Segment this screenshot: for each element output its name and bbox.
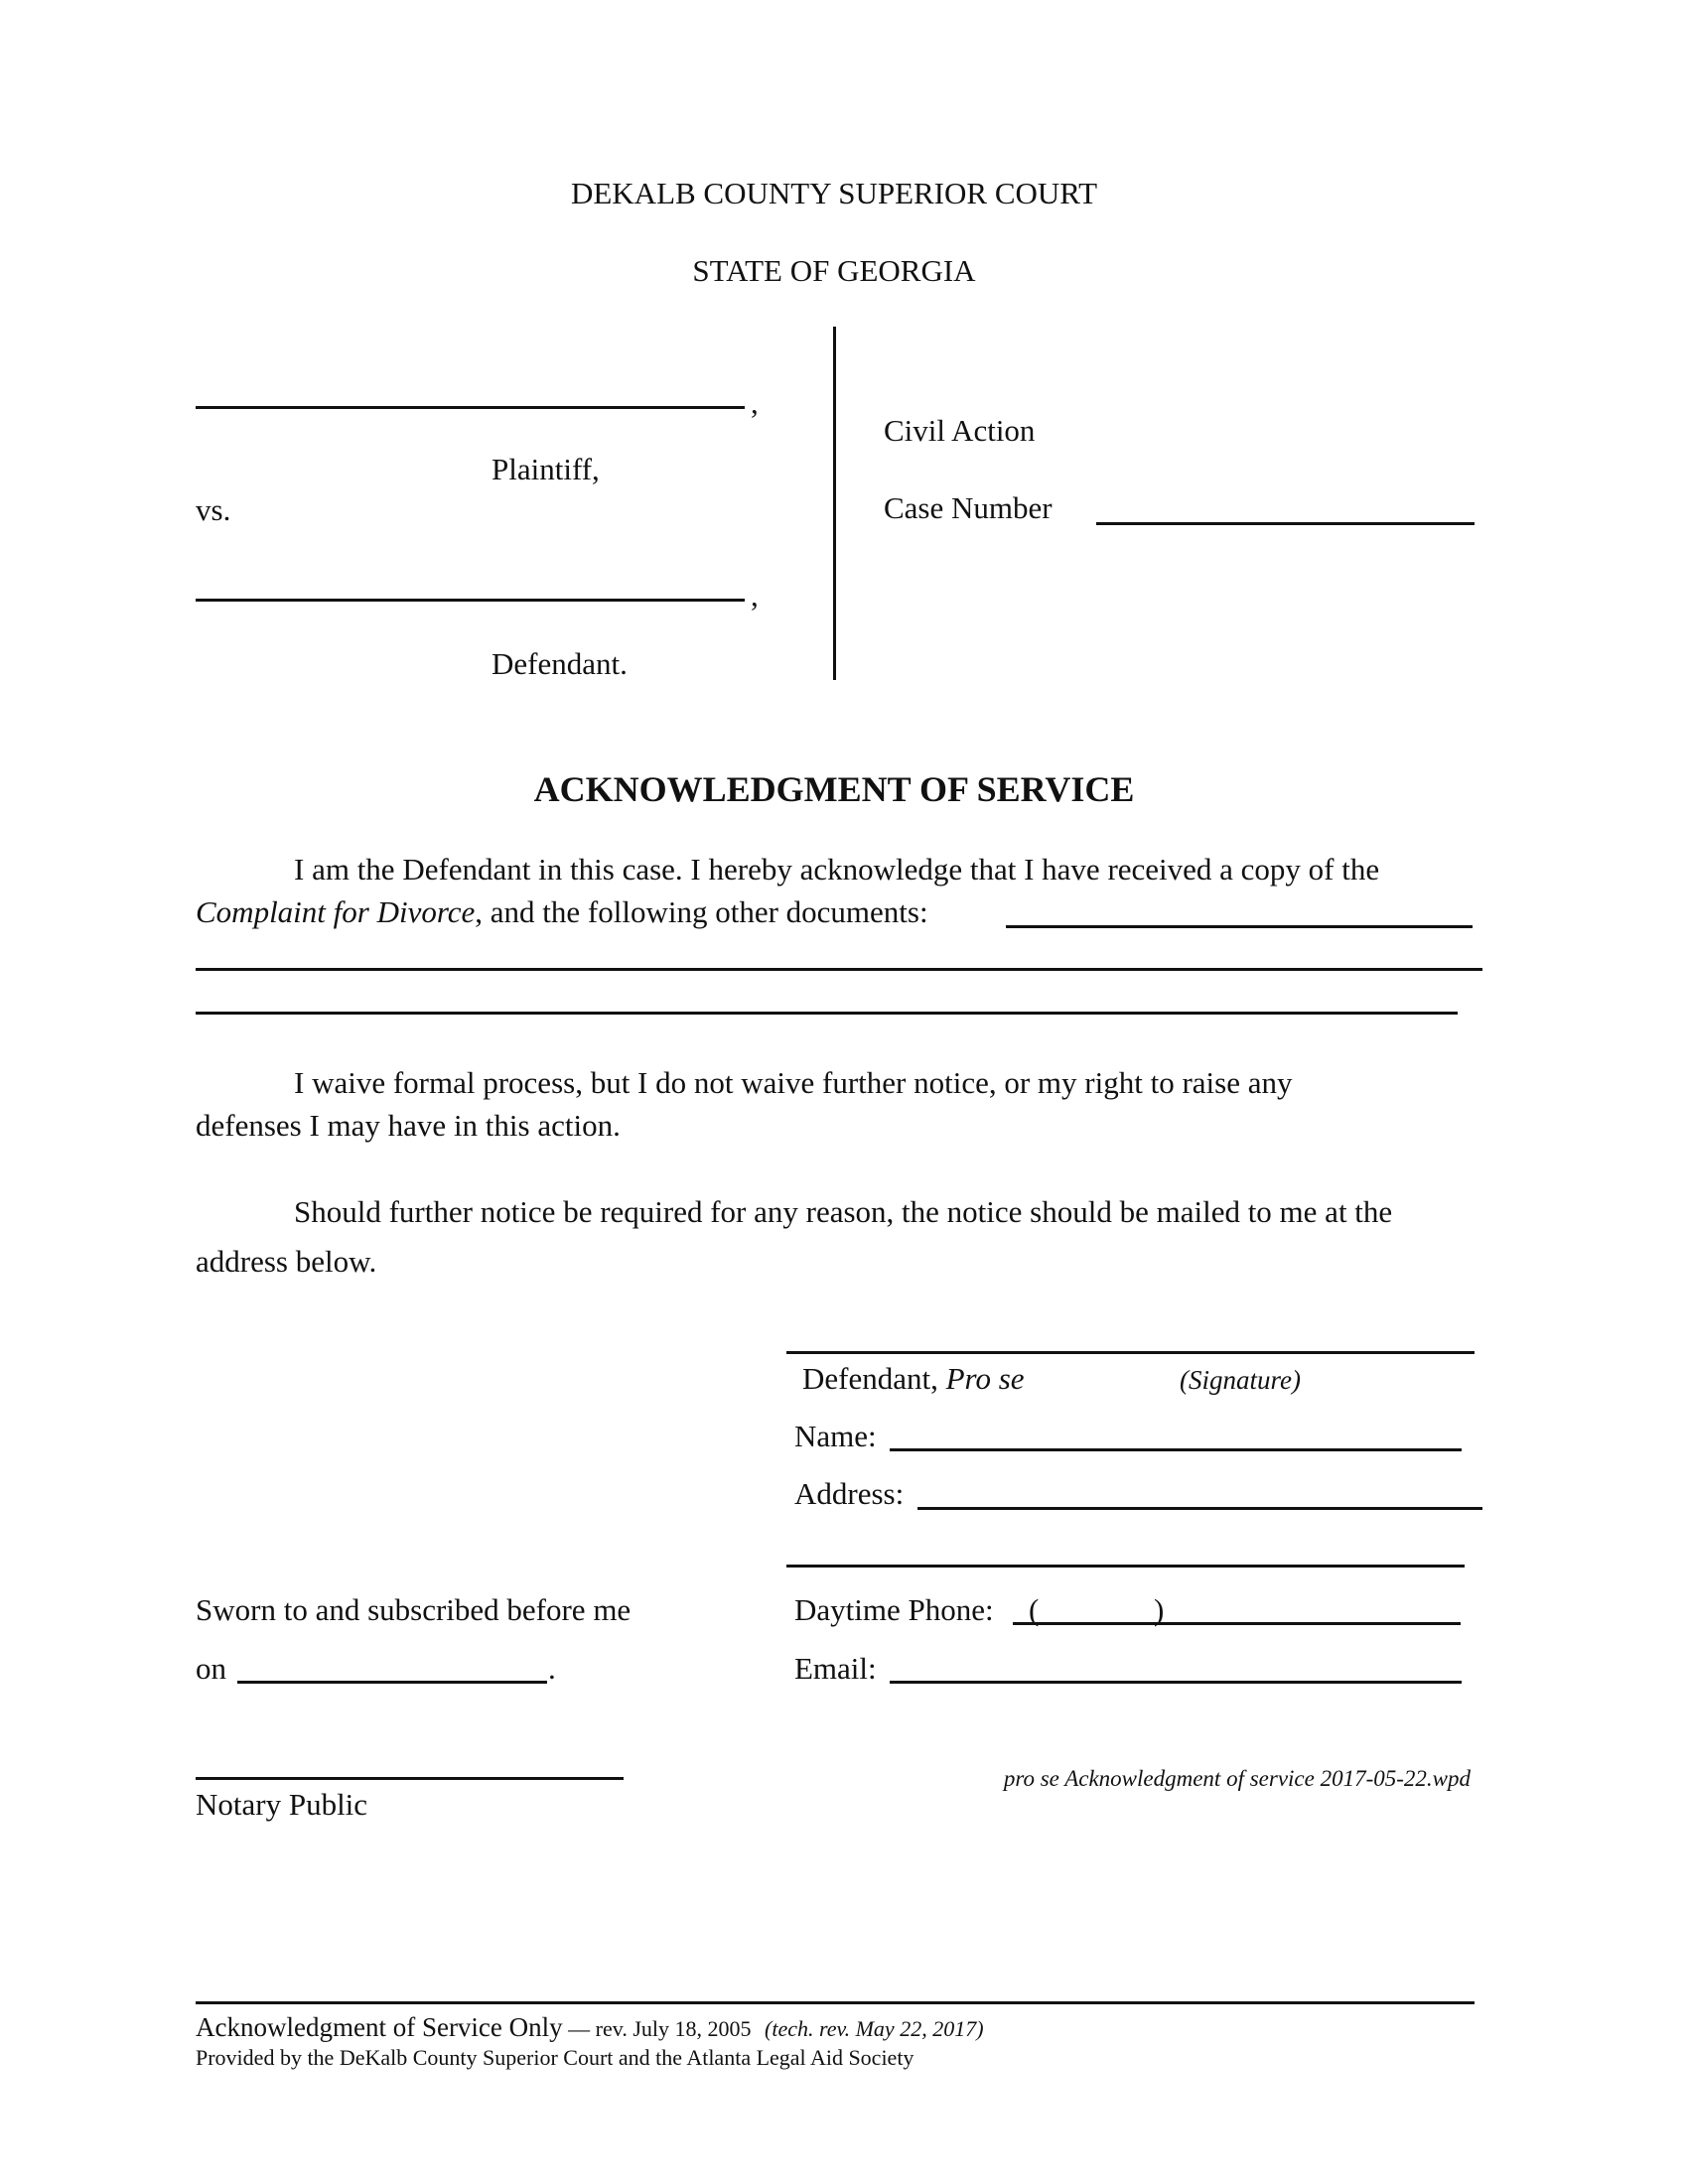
- court-name: DEKALB COUNTY SUPERIOR COURT: [570, 176, 1098, 210]
- address-line-2[interactable]: [786, 1565, 1465, 1568]
- document-title: ACKNOWLEDGMENT OF SERVICE: [533, 769, 1135, 809]
- pro-se-text: Pro se: [945, 1361, 1025, 1396]
- notary-public-label: Notary Public: [196, 1787, 368, 1822]
- plaintiff-comma: ,: [751, 385, 759, 420]
- name-line[interactable]: [890, 1448, 1462, 1451]
- defendant-label: Defendant.: [492, 646, 628, 681]
- footer-form-name: Acknowledgment of Service Only: [196, 2012, 563, 2042]
- email-label: Email:: [794, 1651, 877, 1686]
- address-label: Address:: [794, 1476, 905, 1511]
- defendant-name-line[interactable]: [196, 599, 745, 602]
- date-period: .: [548, 1651, 556, 1686]
- vs-label: vs.: [196, 492, 231, 527]
- address-line-1[interactable]: [917, 1507, 1482, 1510]
- case-number-label: Case Number: [884, 490, 1053, 525]
- case-number-line[interactable]: [1096, 522, 1475, 525]
- complaint-for-divorce: Complaint for Divorce: [196, 894, 476, 929]
- paragraph-1-rest: , and the following other documents:: [475, 894, 928, 929]
- phone-close-paren: ): [1154, 1592, 1165, 1627]
- paragraph-1-line-1: I am the Defendant in this case. I hereby acknowledge that I have received a copy of the: [294, 852, 1380, 887]
- defendant-text: Defendant,: [802, 1361, 946, 1396]
- defendant-comma: ,: [751, 578, 759, 613]
- state-name: STATE OF GEORGIA: [692, 253, 976, 288]
- paragraph-2-line-2: defenses I may have in this action.: [196, 1108, 621, 1143]
- notary-signature-line[interactable]: [196, 1777, 624, 1780]
- name-label: Name:: [794, 1419, 877, 1453]
- file-name: pro se Acknowledgment of service 2017-05-22.wpd: [1003, 1766, 1471, 1791]
- on-label: on: [196, 1651, 226, 1686]
- other-documents-line-2[interactable]: [196, 968, 1482, 971]
- footer-provided-by: Provided by the DeKalb County Superior Court and the Atlanta Legal Aid Society: [196, 2045, 914, 2070]
- plaintiff-label: Plaintiff,: [492, 452, 600, 486]
- footer-rule: [196, 2001, 1475, 2004]
- signature-label: (Signature): [1180, 1365, 1301, 1395]
- other-documents-line-3[interactable]: [196, 1012, 1458, 1015]
- phone-line[interactable]: [1013, 1622, 1461, 1625]
- paragraph-2-line-1: I waive formal process, but I do not waive further notice, or my right to raise any: [294, 1065, 1293, 1100]
- paragraph-3-line-2: address below.: [196, 1244, 377, 1279]
- civil-action-label: Civil Action: [884, 413, 1036, 448]
- email-line[interactable]: [890, 1681, 1462, 1684]
- paragraph-3-line-1: Should further notice be required for any reason, the notice should be mailed to me at the: [294, 1194, 1393, 1229]
- footer-revision: — rev. July 18, 2005: [562, 2016, 752, 2041]
- other-documents-line-1[interactable]: [1006, 925, 1473, 928]
- defendant-pro-se-label: [802, 1363, 1025, 1394]
- caption-divider: [833, 327, 836, 680]
- footer-tech-revision: (tech. rev. May 22, 2017): [765, 2016, 984, 2041]
- paragraph-1-line-2: [196, 896, 928, 927]
- sworn-text: Sworn to and subscribed before me: [196, 1592, 632, 1627]
- phone-label: Daytime Phone:: [794, 1592, 994, 1627]
- plaintiff-name-line[interactable]: [196, 406, 745, 409]
- footer-line-1: [196, 2014, 984, 2042]
- signature-line[interactable]: [786, 1351, 1475, 1354]
- sworn-date-line[interactable]: [237, 1681, 547, 1684]
- phone-open-paren: (: [1029, 1592, 1040, 1627]
